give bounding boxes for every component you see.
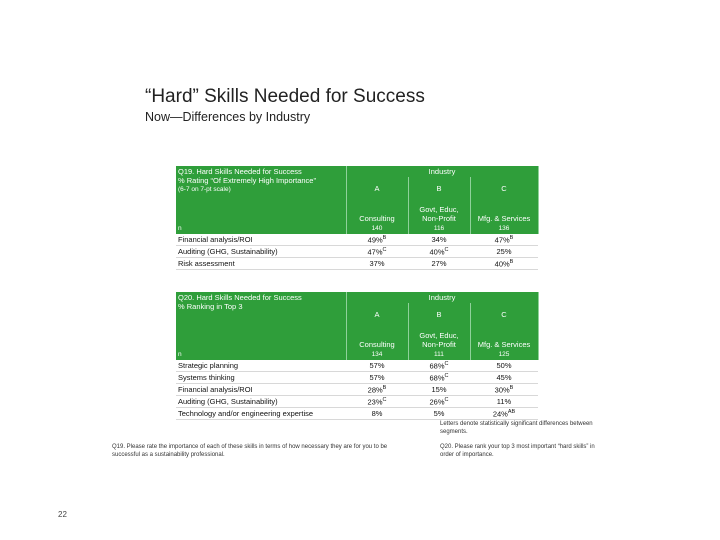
value-text: 47% [494, 235, 510, 245]
value-text: 57% [369, 361, 385, 370]
q20-question-metric: % Ranking in Top 3 [178, 302, 243, 311]
q19-n-mfg: 136 [470, 223, 538, 234]
row-value [346, 360, 408, 372]
q19-letter-b: B [408, 177, 470, 199]
row-value [470, 246, 538, 258]
value-text: 25% [496, 247, 512, 256]
q19-question-scale: (6-7 on 7-pt scale) [178, 186, 231, 193]
row-value [408, 396, 470, 408]
value-text: 8% [371, 409, 383, 418]
row-value [408, 360, 470, 372]
q19-industry-header: Industry [346, 166, 538, 177]
value-text: 50% [496, 361, 512, 370]
significance-letter: C [444, 396, 449, 403]
row-label: Auditing (GHG, Sustainability) [176, 396, 346, 408]
value-text: 40% [429, 247, 445, 257]
row-value [408, 246, 470, 258]
value-text: 34% [431, 235, 447, 244]
row-value [408, 384, 470, 396]
row-label: Auditing (GHG, Sustainability) [176, 246, 346, 258]
row-value [470, 234, 538, 246]
row-value [346, 384, 408, 396]
page-number: 22 [58, 510, 67, 519]
q19-question-title: Q19. Hard Skills Needed for Success [178, 167, 302, 176]
significance-letter: C [444, 246, 449, 253]
significance-letter: B [509, 384, 514, 391]
value-text: 30% [494, 385, 510, 395]
significance-note: Letters denote statistically significant differences between segments. [440, 421, 593, 435]
q20-letter-a: A [346, 303, 408, 325]
table-row [176, 384, 538, 396]
q19-segment-consulting: Consulting [346, 199, 408, 223]
value-text: 24% [492, 409, 508, 419]
table-row [176, 246, 538, 258]
row-value [408, 234, 470, 246]
value-text: 11% [496, 397, 512, 406]
q19-question-cell [176, 166, 346, 223]
significance-letter: C [444, 372, 449, 379]
significance-letter: C [382, 396, 387, 403]
row-value [408, 408, 470, 420]
q19-segment-govt: Govt, Educ, Non-Profit [408, 199, 470, 223]
row-value [408, 258, 470, 270]
table-row [176, 408, 538, 420]
row-label: Financial analysis/ROI [176, 234, 346, 246]
row-value [470, 360, 538, 372]
significance-letter: B [382, 234, 387, 241]
q20-industry-header: Industry [346, 292, 538, 303]
row-label: Risk assessment [176, 258, 346, 270]
significance-letter: C [382, 246, 387, 253]
row-label: Systems thinking [176, 372, 346, 384]
row-label: Strategic planning [176, 360, 346, 372]
row-value [346, 408, 408, 420]
q20-n-label: n [176, 349, 346, 360]
value-text: 26% [429, 397, 445, 407]
table-row [176, 258, 538, 270]
q20-letter-b: B [408, 303, 470, 325]
value-text: 47% [367, 247, 383, 257]
value-text: 28% [367, 385, 383, 395]
row-value [470, 372, 538, 384]
q19-letter-c: C [470, 177, 538, 199]
value-text: 68% [429, 373, 445, 383]
q19-letter-a: A [346, 177, 408, 199]
q20-table [176, 292, 539, 420]
q19-segment-mfg: Mfg. & Services [470, 199, 538, 223]
q20-letter-c: C [470, 303, 538, 325]
q20-segment-consulting: Consulting [346, 325, 408, 349]
significance-letter: AB [507, 408, 516, 415]
significance-letter: B [382, 384, 387, 391]
value-text: 5% [433, 409, 445, 418]
value-text: 37% [369, 259, 385, 268]
value-text: 15% [431, 385, 447, 394]
table-row [176, 360, 538, 372]
row-value [346, 246, 408, 258]
value-text: 49% [367, 235, 383, 245]
row-value [470, 396, 538, 408]
q19-table [176, 166, 539, 270]
q20-n-mfg: 125 [470, 349, 538, 360]
value-text: 27% [431, 259, 447, 268]
q19-n-consulting: 140 [346, 223, 408, 234]
value-text: 40% [494, 259, 510, 269]
row-value [408, 372, 470, 384]
row-value [470, 384, 538, 396]
q19-n-label: n [176, 223, 346, 234]
q20-n-consulting: 134 [346, 349, 408, 360]
row-label: Technology and/or engineering expertise [176, 408, 346, 420]
q20-question-cell [176, 292, 346, 349]
q20-footnote: Q20. Please rank your top 3 most important “hard skills” in order of importance. [440, 444, 595, 458]
row-value [346, 396, 408, 408]
value-text: 57% [369, 373, 385, 382]
q19-footnote: Q19. Please rate the importance of each of these skills in terms of how necessary they are for you to be successful as a sustainability professional. [112, 444, 388, 458]
row-value [346, 372, 408, 384]
q20-question-title: Q20. Hard Skills Needed for Success [178, 293, 302, 302]
row-value [346, 234, 408, 246]
q19-n-govt: 116 [408, 223, 470, 234]
significance-letter: C [444, 360, 449, 367]
row-label: Financial analysis/ROI [176, 384, 346, 396]
page-title: “Hard” Skills Needed for Success [145, 86, 425, 107]
q20-segment-mfg: Mfg. & Services [470, 325, 538, 349]
q20-segment-govt: Govt, Educ, Non-Profit [408, 325, 470, 349]
table-row [176, 372, 538, 384]
value-text: 23% [367, 397, 383, 407]
page-subtitle: Now—Differences by Industry [145, 110, 311, 124]
table-row [176, 234, 538, 246]
table-row [176, 396, 538, 408]
q20-n-govt: 111 [408, 349, 470, 360]
row-value [346, 258, 408, 270]
row-value [470, 258, 538, 270]
value-text: 68% [429, 361, 445, 371]
significance-letter: B [509, 234, 514, 241]
row-value [470, 408, 538, 420]
significance-letter: B [509, 258, 514, 265]
value-text: 45% [496, 373, 512, 382]
q19-question-metric: % Rating “Of Extremely High Importance” [178, 176, 316, 185]
